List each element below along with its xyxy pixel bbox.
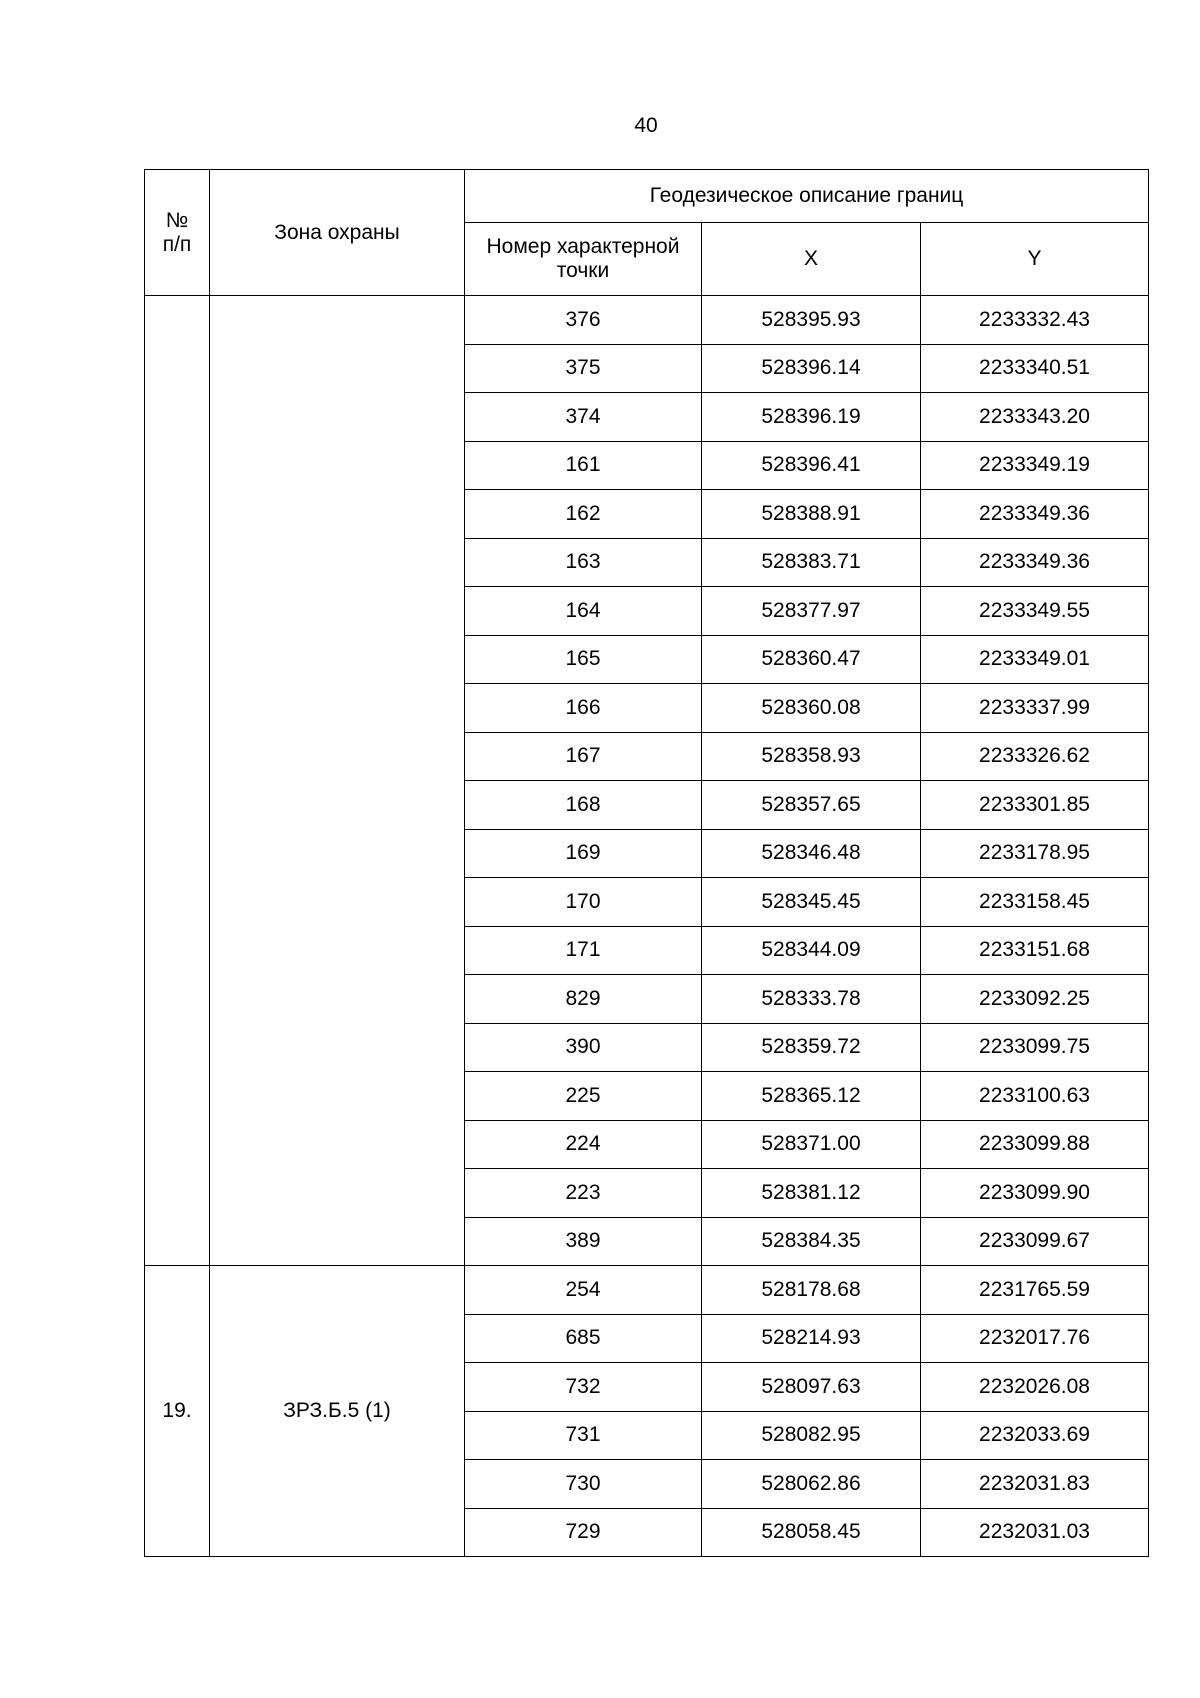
y-coordinate-cell: 2233151.68 — [921, 926, 1149, 975]
x-coordinate-cell: 528097.63 — [702, 1363, 921, 1412]
header-y — [921, 223, 1149, 296]
x-coordinate-cell: 528360.08 — [702, 684, 921, 733]
y-coordinate-cell: 2233349.01 — [921, 635, 1149, 684]
y-coordinate-cell: 2233349.19 — [921, 441, 1149, 490]
boundary-coordinates-table — [144, 169, 1149, 1557]
point-number-cell: 375 — [465, 344, 702, 393]
header-zone — [210, 170, 465, 296]
x-coordinate-cell: 528178.68 — [702, 1266, 921, 1315]
y-coordinate-cell: 2232026.08 — [921, 1363, 1149, 1412]
page-number — [0, 114, 1200, 138]
x-coordinate-cell: 528396.41 — [702, 441, 921, 490]
point-number-cell: 170 — [465, 878, 702, 927]
point-number-cell: 730 — [465, 1460, 702, 1509]
point-number-cell: 729 — [465, 1508, 702, 1557]
y-coordinate-cell: 2233099.90 — [921, 1169, 1149, 1218]
point-number-cell: 374 — [465, 393, 702, 442]
y-coordinate-cell: 2232017.76 — [921, 1314, 1149, 1363]
y-coordinate-cell: 2233340.51 — [921, 344, 1149, 393]
y-coordinate-cell: 2233326.62 — [921, 732, 1149, 781]
point-number-cell: 165 — [465, 635, 702, 684]
page-number-text: 40 — [634, 114, 658, 137]
header-geo-title-label: Геодезическое описание границ — [649, 184, 964, 207]
y-coordinate-cell: 2233099.75 — [921, 1023, 1149, 1072]
point-number-cell: 168 — [465, 781, 702, 830]
y-coordinate-cell: 2233301.85 — [921, 781, 1149, 830]
x-coordinate-cell: 528388.91 — [702, 490, 921, 539]
y-coordinate-cell: 2233349.55 — [921, 587, 1149, 636]
header-y-label: Y — [1027, 247, 1042, 270]
y-coordinate-cell: 2233349.36 — [921, 490, 1149, 539]
y-coordinate-cell: 2232033.69 — [921, 1411, 1149, 1460]
header-x-label: X — [803, 247, 818, 270]
x-coordinate-cell: 528395.93 — [702, 296, 921, 345]
point-number-cell: 390 — [465, 1023, 702, 1072]
zone-name-cell: ЗРЗ.Б.5 (1) — [210, 1266, 465, 1557]
row-number-cell: 19. — [145, 1266, 210, 1557]
row-num-cell-blank — [145, 296, 210, 1266]
header-geo-title — [465, 170, 1149, 223]
x-coordinate-cell: 528346.48 — [702, 829, 921, 878]
point-number-cell: 164 — [465, 587, 702, 636]
x-coordinate-cell: 528381.12 — [702, 1169, 921, 1218]
x-coordinate-cell: 528396.14 — [702, 344, 921, 393]
table-row — [145, 1266, 1149, 1315]
x-coordinate-cell: 528360.47 — [702, 635, 921, 684]
y-coordinate-cell: 2231765.59 — [921, 1266, 1149, 1315]
y-coordinate-cell: 2233099.67 — [921, 1217, 1149, 1266]
point-number-cell: 225 — [465, 1072, 702, 1121]
x-coordinate-cell: 528371.00 — [702, 1120, 921, 1169]
point-number-cell: 389 — [465, 1217, 702, 1266]
point-number-cell: 829 — [465, 975, 702, 1024]
header-row-1 — [145, 170, 1149, 223]
x-coordinate-cell: 528357.65 — [702, 781, 921, 830]
x-coordinate-cell: 528214.93 — [702, 1314, 921, 1363]
x-coordinate-cell: 528333.78 — [702, 975, 921, 1024]
table-header — [145, 170, 1149, 296]
x-coordinate-cell: 528345.45 — [702, 878, 921, 927]
header-num-label: № п/п — [162, 208, 192, 256]
point-number-cell: 224 — [465, 1120, 702, 1169]
y-coordinate-cell: 2233349.36 — [921, 538, 1149, 587]
point-number-cell: 162 — [465, 490, 702, 539]
point-number-cell: 685 — [465, 1314, 702, 1363]
header-point-label: Номер характерной точки — [486, 235, 680, 282]
point-number-cell: 171 — [465, 926, 702, 975]
y-coordinate-cell: 2233100.63 — [921, 1072, 1149, 1121]
x-coordinate-cell: 528384.35 — [702, 1217, 921, 1266]
point-number-cell: 161 — [465, 441, 702, 490]
point-number-cell: 254 — [465, 1266, 702, 1315]
y-coordinate-cell: 2232031.83 — [921, 1460, 1149, 1509]
y-coordinate-cell: 2232031.03 — [921, 1508, 1149, 1557]
point-number-cell: 376 — [465, 296, 702, 345]
x-coordinate-cell: 528365.12 — [702, 1072, 921, 1121]
point-number-cell: 732 — [465, 1363, 702, 1412]
header-x — [702, 223, 921, 296]
x-coordinate-cell: 528344.09 — [702, 926, 921, 975]
x-coordinate-cell: 528358.93 — [702, 732, 921, 781]
y-coordinate-cell: 2233092.25 — [921, 975, 1149, 1024]
point-number-cell: 223 — [465, 1169, 702, 1218]
y-coordinate-cell: 2233337.99 — [921, 684, 1149, 733]
header-zone-label: Зона охраны — [274, 220, 400, 244]
y-coordinate-cell: 2233099.88 — [921, 1120, 1149, 1169]
header-num — [145, 170, 210, 296]
point-number-cell: 163 — [465, 538, 702, 587]
x-coordinate-cell: 528396.19 — [702, 393, 921, 442]
x-coordinate-cell: 528383.71 — [702, 538, 921, 587]
point-number-cell: 731 — [465, 1411, 702, 1460]
x-coordinate-cell: 528062.86 — [702, 1460, 921, 1509]
zone-cell-blank — [210, 296, 465, 1266]
table-body — [145, 296, 1149, 1557]
x-coordinate-cell: 528377.97 — [702, 587, 921, 636]
point-number-cell: 167 — [465, 732, 702, 781]
x-coordinate-cell: 528082.95 — [702, 1411, 921, 1460]
x-coordinate-cell: 528359.72 — [702, 1023, 921, 1072]
x-coordinate-cell: 528058.45 — [702, 1508, 921, 1557]
y-coordinate-cell: 2233332.43 — [921, 296, 1149, 345]
y-coordinate-cell: 2233178.95 — [921, 829, 1149, 878]
point-number-cell: 169 — [465, 829, 702, 878]
y-coordinate-cell: 2233158.45 — [921, 878, 1149, 927]
table-row — [145, 296, 1149, 345]
point-number-cell: 166 — [465, 684, 702, 733]
y-coordinate-cell: 2233343.20 — [921, 393, 1149, 442]
header-point — [465, 223, 702, 296]
